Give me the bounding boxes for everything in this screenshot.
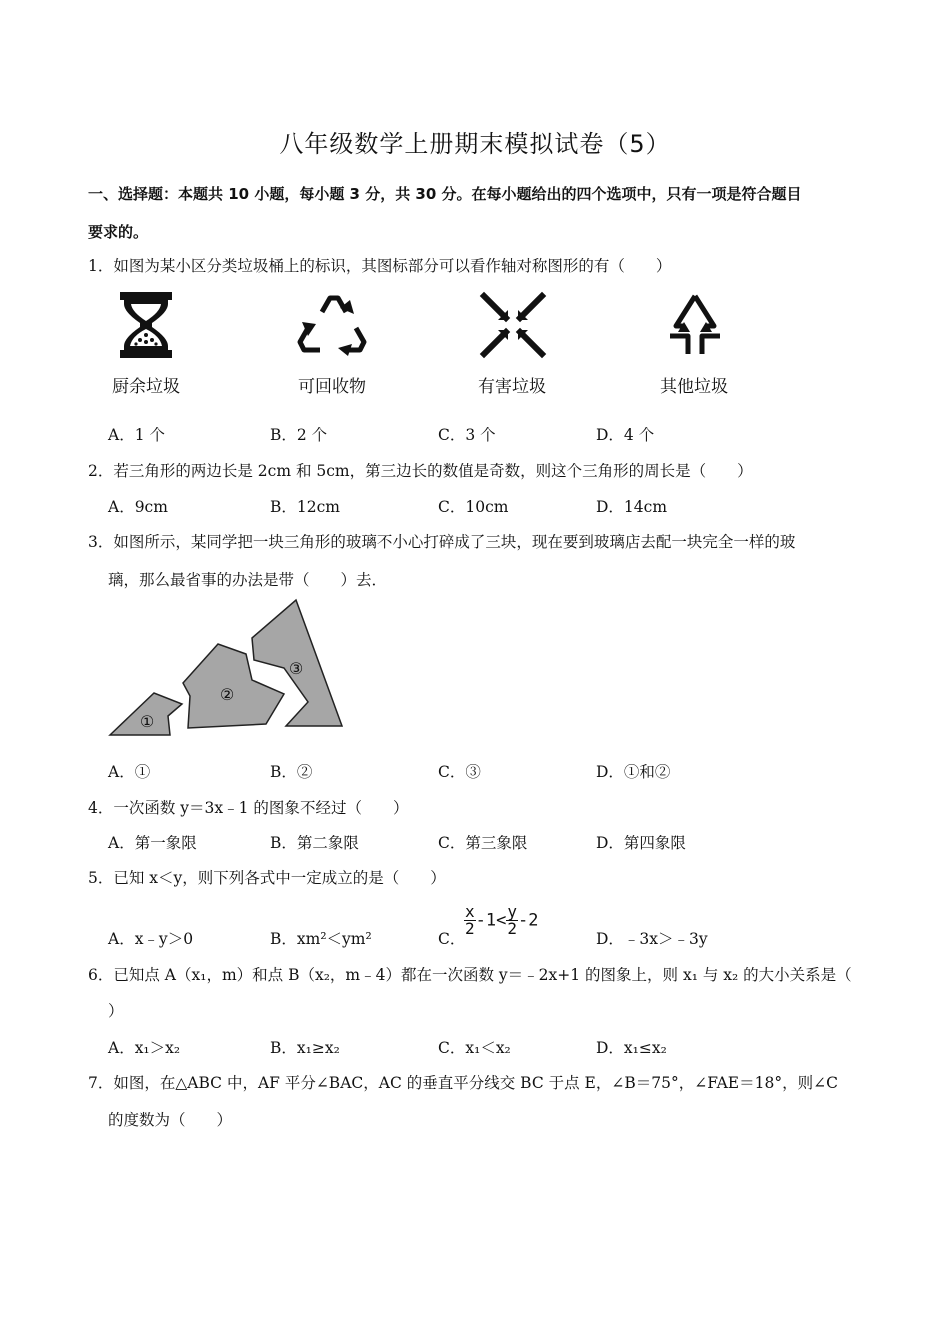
broken-glass-figure [106,598,348,740]
question-7-stem-line1: 7．如图，在△ABC 中，AF 平分∠BAC，AC 的垂直平分线交 BC 于点 E，∠B＝75°，∠FAE＝18°，则∠C [88,1074,838,1092]
q3-option-a: A．① [108,763,151,781]
section-heading-line2: 要求的。 [88,223,149,241]
q2-option-d: D．14cm [596,498,668,516]
glass-label-2: ② [219,685,235,704]
recycle-icon [294,292,370,358]
page-title: 八年级数学上册期末模拟试卷（5） [279,130,671,158]
frac-tail-text: -2 [518,910,539,931]
icon-label-kitchen: 厨余垃圾 [112,377,180,397]
q4-option-d: D．第四象限 [596,834,686,852]
q1-option-a: A．1 个 [108,426,165,444]
question-7-stem-line2: 的度数为（ ） [108,1111,233,1129]
q6-option-c: C．x₁＜x₂ [438,1039,511,1057]
question-3-stem-line2: 璃，那么最省事的办法是带（ ）去． [108,571,388,589]
q5-option-c: C． [438,930,466,948]
frac-denominator-2: 2 [507,919,517,938]
frac-denominator-1: 2 [465,919,475,938]
question-1-stem: 1．如图为某小区分类垃圾桶上的标识，其图标部分可以看作轴对称图形的有（ ） [88,257,672,275]
question-4-stem: 4．一次函数 y＝3x﹣1 的图象不经过（ ） [88,799,409,817]
question-5-stem: 5．已知 x＜y，则下列各式中一定成立的是（ ） [88,869,446,887]
q6-option-d: D．x₁≤x₂ [596,1039,667,1057]
frac-numerator-x: x [465,902,475,921]
q3-option-c: C．③ [438,763,481,781]
glass-label-3: ③ [288,659,304,678]
q4-option-a: A．第一象限 [108,834,197,852]
icon-label-recyclable: 可回收物 [298,377,366,397]
question-6-stem-line2: ） [108,1002,124,1020]
hazard-arrows-icon [478,290,548,360]
q3-option-d: D．①和② [596,763,671,781]
frac-mid-text: -1< [475,910,507,931]
hourglass-icon [118,290,174,360]
icon-label-hazardous: 有害垃圾 [478,377,546,397]
q2-option-c: C．10cm [438,498,509,516]
q5-option-a: A．x﹣y＞0 [108,930,194,948]
q6-option-b: B．x₁≥x₂ [270,1039,340,1057]
icon-label-other: 其他垃圾 [660,377,728,397]
q5-option-b: B．xm²＜ym² [270,930,372,948]
q1-option-d: D．4 个 [596,426,655,444]
q4-option-b: B．第二象限 [270,834,359,852]
glass-label-1: ① [139,712,155,731]
question-3-stem-line1: 3．如图所示，某同学把一块三角形的玻璃不小心打碎成了三块，现在要到玻璃店去配一块完全一样的玻 [88,533,796,551]
q2-option-a: A．9cm [108,498,168,516]
q2-option-b: B．12cm [270,498,340,516]
q1-option-c: C．3 个 [438,426,496,444]
q6-option-a: A．x₁＞x₂ [108,1039,181,1057]
other-arrows-icon [664,292,726,358]
q1-option-b: B．2 个 [270,426,328,444]
question-6-stem-line1: 6．已知点 A（x₁，m）和点 B（x₂，m﹣4）都在一次函数 y＝﹣2x+1 的图象上，则 x₁ 与 x₂ 的大小关系是（ [88,966,852,984]
q5-option-d: D．﹣3x＞﹣3y [596,930,708,948]
question-2-stem: 2．若三角形的两边长是 2cm 和 5cm，第三边长的数值是奇数，则这个三角形的周长是（ ） [88,462,753,480]
q4-option-c: C．第三象限 [438,834,528,852]
q5-option-c-expression [464,904,538,937]
frac-numerator-y: y [507,902,517,921]
q3-option-b: B．② [270,763,313,781]
section-heading-line1: 一、选择题：本题共 10 小题，每小题 3 分，共 30 分。在每小题给出的四个选项中，只有一项是符合题目 [88,185,802,203]
